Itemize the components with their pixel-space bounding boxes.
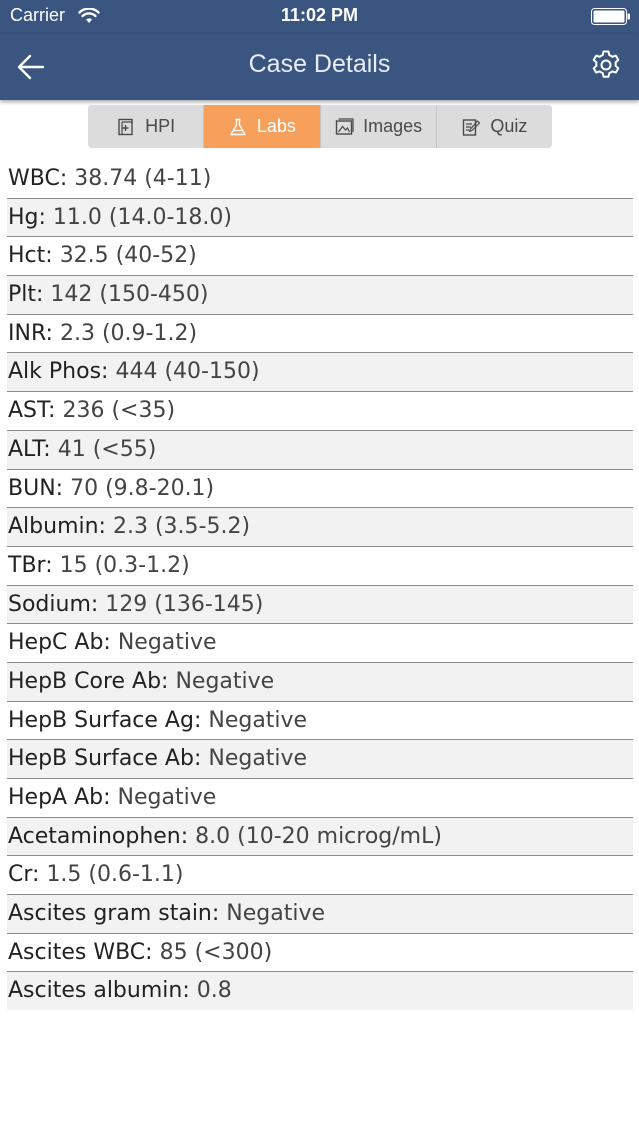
lab-row [7, 702, 633, 741]
gear-icon[interactable] [590, 49, 622, 81]
lab-row [7, 547, 633, 586]
lab-name: BUN: [8, 475, 64, 501]
lab-value: 129 (136-145) [105, 591, 264, 617]
lab-value: 15 (0.3-1.2) [59, 552, 190, 578]
lab-name: ALT: [8, 436, 51, 462]
lab-value: Negative [117, 785, 217, 810]
lab-value: 41 (<55) [57, 436, 157, 462]
tab-label: Images [363, 116, 423, 136]
lab-value: Negative [208, 707, 308, 733]
lab-row [7, 353, 633, 392]
lab-value: 236 (<35) [62, 398, 176, 424]
lab-name: Albumin: [8, 514, 106, 540]
carrier-label: Carrier [10, 5, 66, 25]
lab-name: Ascites WBC: [8, 939, 153, 965]
lab-value: Negative [226, 901, 326, 927]
lab-row [7, 392, 633, 431]
hpi-document-icon [116, 117, 136, 137]
lab-value: Negative [208, 746, 308, 772]
lab-row [7, 276, 633, 315]
lab-name: Ascites albumin: [8, 978, 190, 1004]
lab-value: 85 (<300) [159, 939, 273, 965]
lab-name: Hct: [8, 243, 53, 269]
lab-row [7, 624, 633, 663]
lab-row [7, 895, 633, 934]
tab-images[interactable] [321, 105, 437, 148]
lab-row [7, 779, 633, 818]
page-title: Case Details [248, 50, 391, 78]
lab-name: HepA Ab: [8, 785, 111, 810]
lab-row [7, 972, 633, 1010]
lab-name: AST: [8, 398, 56, 424]
battery-icon [591, 8, 631, 25]
lab-row [7, 160, 633, 199]
lab-value: Negative [117, 630, 217, 656]
flask-icon [228, 117, 248, 137]
lab-row [7, 856, 633, 895]
lab-name: Acetaminophen: [8, 823, 189, 849]
lab-row [7, 818, 633, 857]
lab-name: WBC: [8, 166, 68, 191]
tab-label: Labs [256, 116, 296, 136]
lab-value: 142 (150-450) [50, 282, 209, 308]
lab-name: Hg: [8, 204, 46, 230]
quiz-edit-icon [461, 117, 481, 137]
lab-row [7, 470, 633, 509]
lab-name: INR: [8, 320, 53, 346]
lab-name: HepB Surface Ag: [8, 707, 202, 733]
lab-name: TBr: [8, 552, 53, 578]
lab-row [7, 663, 633, 702]
lab-name: Cr: [8, 862, 40, 888]
status-bar [0, 0, 639, 34]
images-icon [334, 117, 354, 137]
lab-value: 0.8 [196, 978, 232, 1004]
tab-hpi[interactable] [88, 105, 204, 148]
lab-row [7, 934, 633, 973]
lab-name: Alk Phos: [8, 359, 109, 385]
lab-value: 70 (9.8-20.1) [70, 475, 215, 501]
lab-name: HepC Ab: [8, 630, 111, 656]
lab-value: 444 (40-150) [115, 359, 260, 385]
tab-bar [88, 105, 552, 148]
tab-label: Quiz [490, 116, 528, 136]
lab-row [7, 508, 633, 547]
lab-value: 38.74 (4-11) [74, 166, 212, 191]
lab-value: 8.0 (10-20 microg/mL) [195, 823, 442, 849]
lab-name: Plt: [8, 282, 44, 308]
lab-name: HepB Surface Ab: [8, 746, 202, 772]
lab-row [7, 237, 633, 276]
labs-list [7, 160, 633, 1010]
lab-value: 2.3 (3.5-5.2) [112, 514, 251, 540]
lab-value: 1.5 (0.6-1.1) [46, 862, 184, 888]
lab-row [7, 431, 633, 470]
tab-labs[interactable] [204, 105, 320, 148]
nav-bar [0, 34, 639, 100]
lab-value: Negative [175, 668, 275, 694]
tab-label: HPI [145, 116, 176, 136]
lab-name: HepB Core Ab: [8, 668, 169, 694]
lab-row [7, 740, 633, 779]
tab-quiz[interactable] [437, 105, 552, 148]
lab-value: 32.5 (40-52) [59, 243, 197, 269]
lab-row [7, 315, 633, 354]
lab-row [7, 199, 633, 238]
lab-value: 11.0 (14.0-18.0) [52, 204, 232, 230]
lab-value: 2.3 (0.9-1.2) [59, 320, 198, 346]
status-time: 11:02 PM [280, 5, 359, 25]
lab-row [7, 586, 633, 625]
lab-name: Ascites gram stain: [8, 901, 220, 927]
lab-name: Sodium: [8, 591, 99, 617]
